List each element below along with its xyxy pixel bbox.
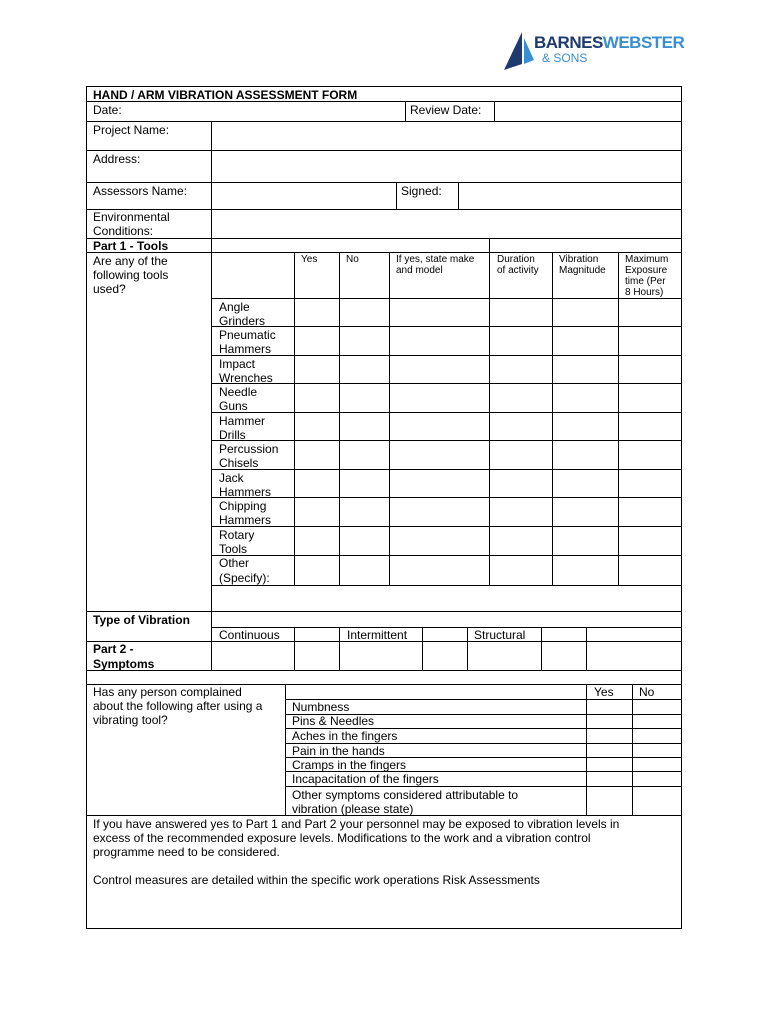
grid-line: [489, 252, 490, 585]
grid-line: [86, 121, 681, 122]
tool-label: Chisels: [219, 456, 259, 470]
grid-line: [211, 641, 681, 642]
grid-line: [489, 238, 490, 252]
conditions-label: Conditions:: [93, 224, 154, 238]
symptom-label: Aches in the fingers: [292, 729, 398, 743]
type-of-vibration-label: Type of Vibration: [93, 613, 190, 627]
symptom-other: vibration (please state): [292, 802, 414, 816]
tool-label: Hammers: [219, 485, 272, 499]
brand-name: BARNESWEBSTER: [534, 33, 685, 52]
grid-line: [422, 627, 423, 670]
tool-label: Wrenches: [219, 371, 273, 385]
grid-line: [86, 252, 681, 253]
symptoms-no: No: [639, 685, 655, 699]
question1-line: Are any of the: [93, 254, 168, 268]
grid-line: [467, 627, 468, 670]
col-exposure: Maximum: [625, 254, 669, 265]
grid-line: [211, 526, 681, 527]
part1-label: Part 1 - Tools: [93, 239, 169, 253]
question2-line: Has any person complained: [93, 685, 242, 699]
grid-line: [632, 684, 633, 815]
date-label: Date:: [93, 103, 122, 117]
grid-line: [339, 627, 340, 670]
col-exposure: time (Per: [625, 276, 666, 287]
tool-label: (Specify):: [219, 571, 270, 585]
tool-label: Other: [219, 556, 250, 570]
grid-line: [294, 252, 295, 585]
question1-line: used?: [93, 282, 126, 296]
grid-line: [211, 326, 681, 327]
col-exposure: 8 Hours): [625, 287, 664, 298]
grid-line: [389, 252, 390, 585]
tool-label: Chipping: [219, 499, 267, 513]
tool-label: Pneumatic: [219, 328, 276, 342]
signed-label: Signed:: [401, 184, 442, 198]
symptom-label: Cramps in the fingers: [292, 758, 407, 772]
grid-line: [285, 684, 286, 815]
col-duration: Duration: [497, 254, 535, 265]
col-make-model: If yes, state make: [396, 254, 475, 265]
grid-line: [211, 298, 681, 299]
question2-line: about the following after using a: [93, 699, 263, 713]
grid-line: [211, 355, 681, 356]
sail-logo-icon: [500, 30, 536, 72]
col-make-model: and model: [396, 265, 443, 276]
brand-subtitle: & SONS: [542, 51, 588, 65]
symptom-other: Other symptoms considered attributable to: [292, 788, 519, 802]
col-exposure: Exposure: [625, 265, 668, 276]
environmental-label: Environmental: [93, 210, 170, 224]
symptom-label: Pain in the hands: [292, 744, 385, 758]
tool-label: Tools: [219, 542, 248, 556]
project-name-label: Project Name:: [93, 123, 170, 137]
grid-line: [211, 611, 681, 612]
grid-line: [86, 670, 681, 671]
symptoms-yes: Yes: [594, 685, 614, 699]
tool-label: Drills: [219, 428, 246, 442]
grid-line: [405, 101, 406, 121]
grid-line: [211, 585, 681, 586]
tool-label: Hammers: [219, 342, 272, 356]
tool-label: Guns: [219, 399, 248, 413]
tool-label: Rotary: [219, 528, 255, 542]
grid-line: [586, 684, 587, 815]
grid-line: [211, 383, 681, 384]
question1-line: following tools: [93, 268, 169, 282]
vibration-structural: Structural: [474, 628, 526, 642]
grid-line: [211, 497, 681, 498]
tool-label: Hammers: [219, 513, 272, 527]
part2-label: Symptoms: [93, 657, 155, 671]
grid-line: [294, 627, 295, 670]
tool-label: Hammer: [219, 414, 266, 428]
note-line: excess of the recommended exposure levels. Modifications to the work and a vibration control: [93, 831, 591, 845]
symptom-label: Incapacitation of the fingers: [292, 772, 439, 786]
grid-line: [211, 469, 681, 470]
tool-label: Angle: [219, 300, 250, 314]
grid-line: [541, 627, 542, 670]
tool-label: Jack: [219, 471, 244, 485]
grid-line: [339, 252, 340, 585]
col-duration: of activity: [497, 265, 539, 276]
grid-line: [211, 555, 681, 556]
tool-label: Impact: [219, 357, 256, 371]
grid-line: [285, 786, 681, 787]
grid-line: [211, 627, 681, 628]
symptom-label: Numbness: [292, 700, 350, 714]
part2-label: Part 2 -: [93, 642, 134, 656]
col-magnitude: Magnitude: [559, 265, 606, 276]
grid-line: [211, 238, 212, 670]
col-no: No: [346, 254, 359, 265]
vibration-intermittent: Intermittent: [347, 628, 408, 642]
company-logo: [500, 30, 690, 72]
grid-line: [211, 412, 681, 413]
col-yes: Yes: [301, 254, 318, 265]
grid-line: [86, 150, 681, 151]
grid-line: [458, 182, 459, 209]
address-label: Address:: [93, 152, 141, 166]
grid-line: [586, 627, 587, 670]
symptom-label: Pins & Needles: [292, 714, 375, 728]
grid-line: [211, 440, 681, 441]
tool-label: Grinders: [219, 314, 266, 328]
tool-label: Needle: [219, 385, 258, 399]
col-magnitude: Vibration: [559, 254, 599, 265]
note-line: If you have answered yes to Part 1 and Part 2 your personnel may be exposed to vibration levels in: [93, 817, 620, 831]
grid-line: [396, 182, 397, 209]
grid-line: [86, 209, 681, 210]
assessors-name-label: Assessors Name:: [93, 184, 188, 198]
grid-line: [86, 182, 681, 183]
question2-line: vibrating tool?: [93, 713, 168, 727]
grid-line: [618, 252, 619, 585]
note-line: programme need to be considered.: [93, 845, 280, 859]
tool-label: Percussion: [219, 442, 279, 456]
vibration-continuous: Continuous: [219, 628, 280, 642]
form-title: HAND / ARM VIBRATION ASSESSMENT FORM: [93, 88, 358, 102]
review-date-label: Review Date:: [410, 103, 482, 117]
grid-line: [494, 101, 495, 121]
control-measures-note: Control measures are detailed within the specific work operations Risk Assessments: [93, 873, 540, 887]
grid-line: [552, 252, 553, 585]
grid-line: [86, 238, 681, 239]
grid-line: [211, 121, 212, 238]
grid-line: [86, 611, 211, 612]
